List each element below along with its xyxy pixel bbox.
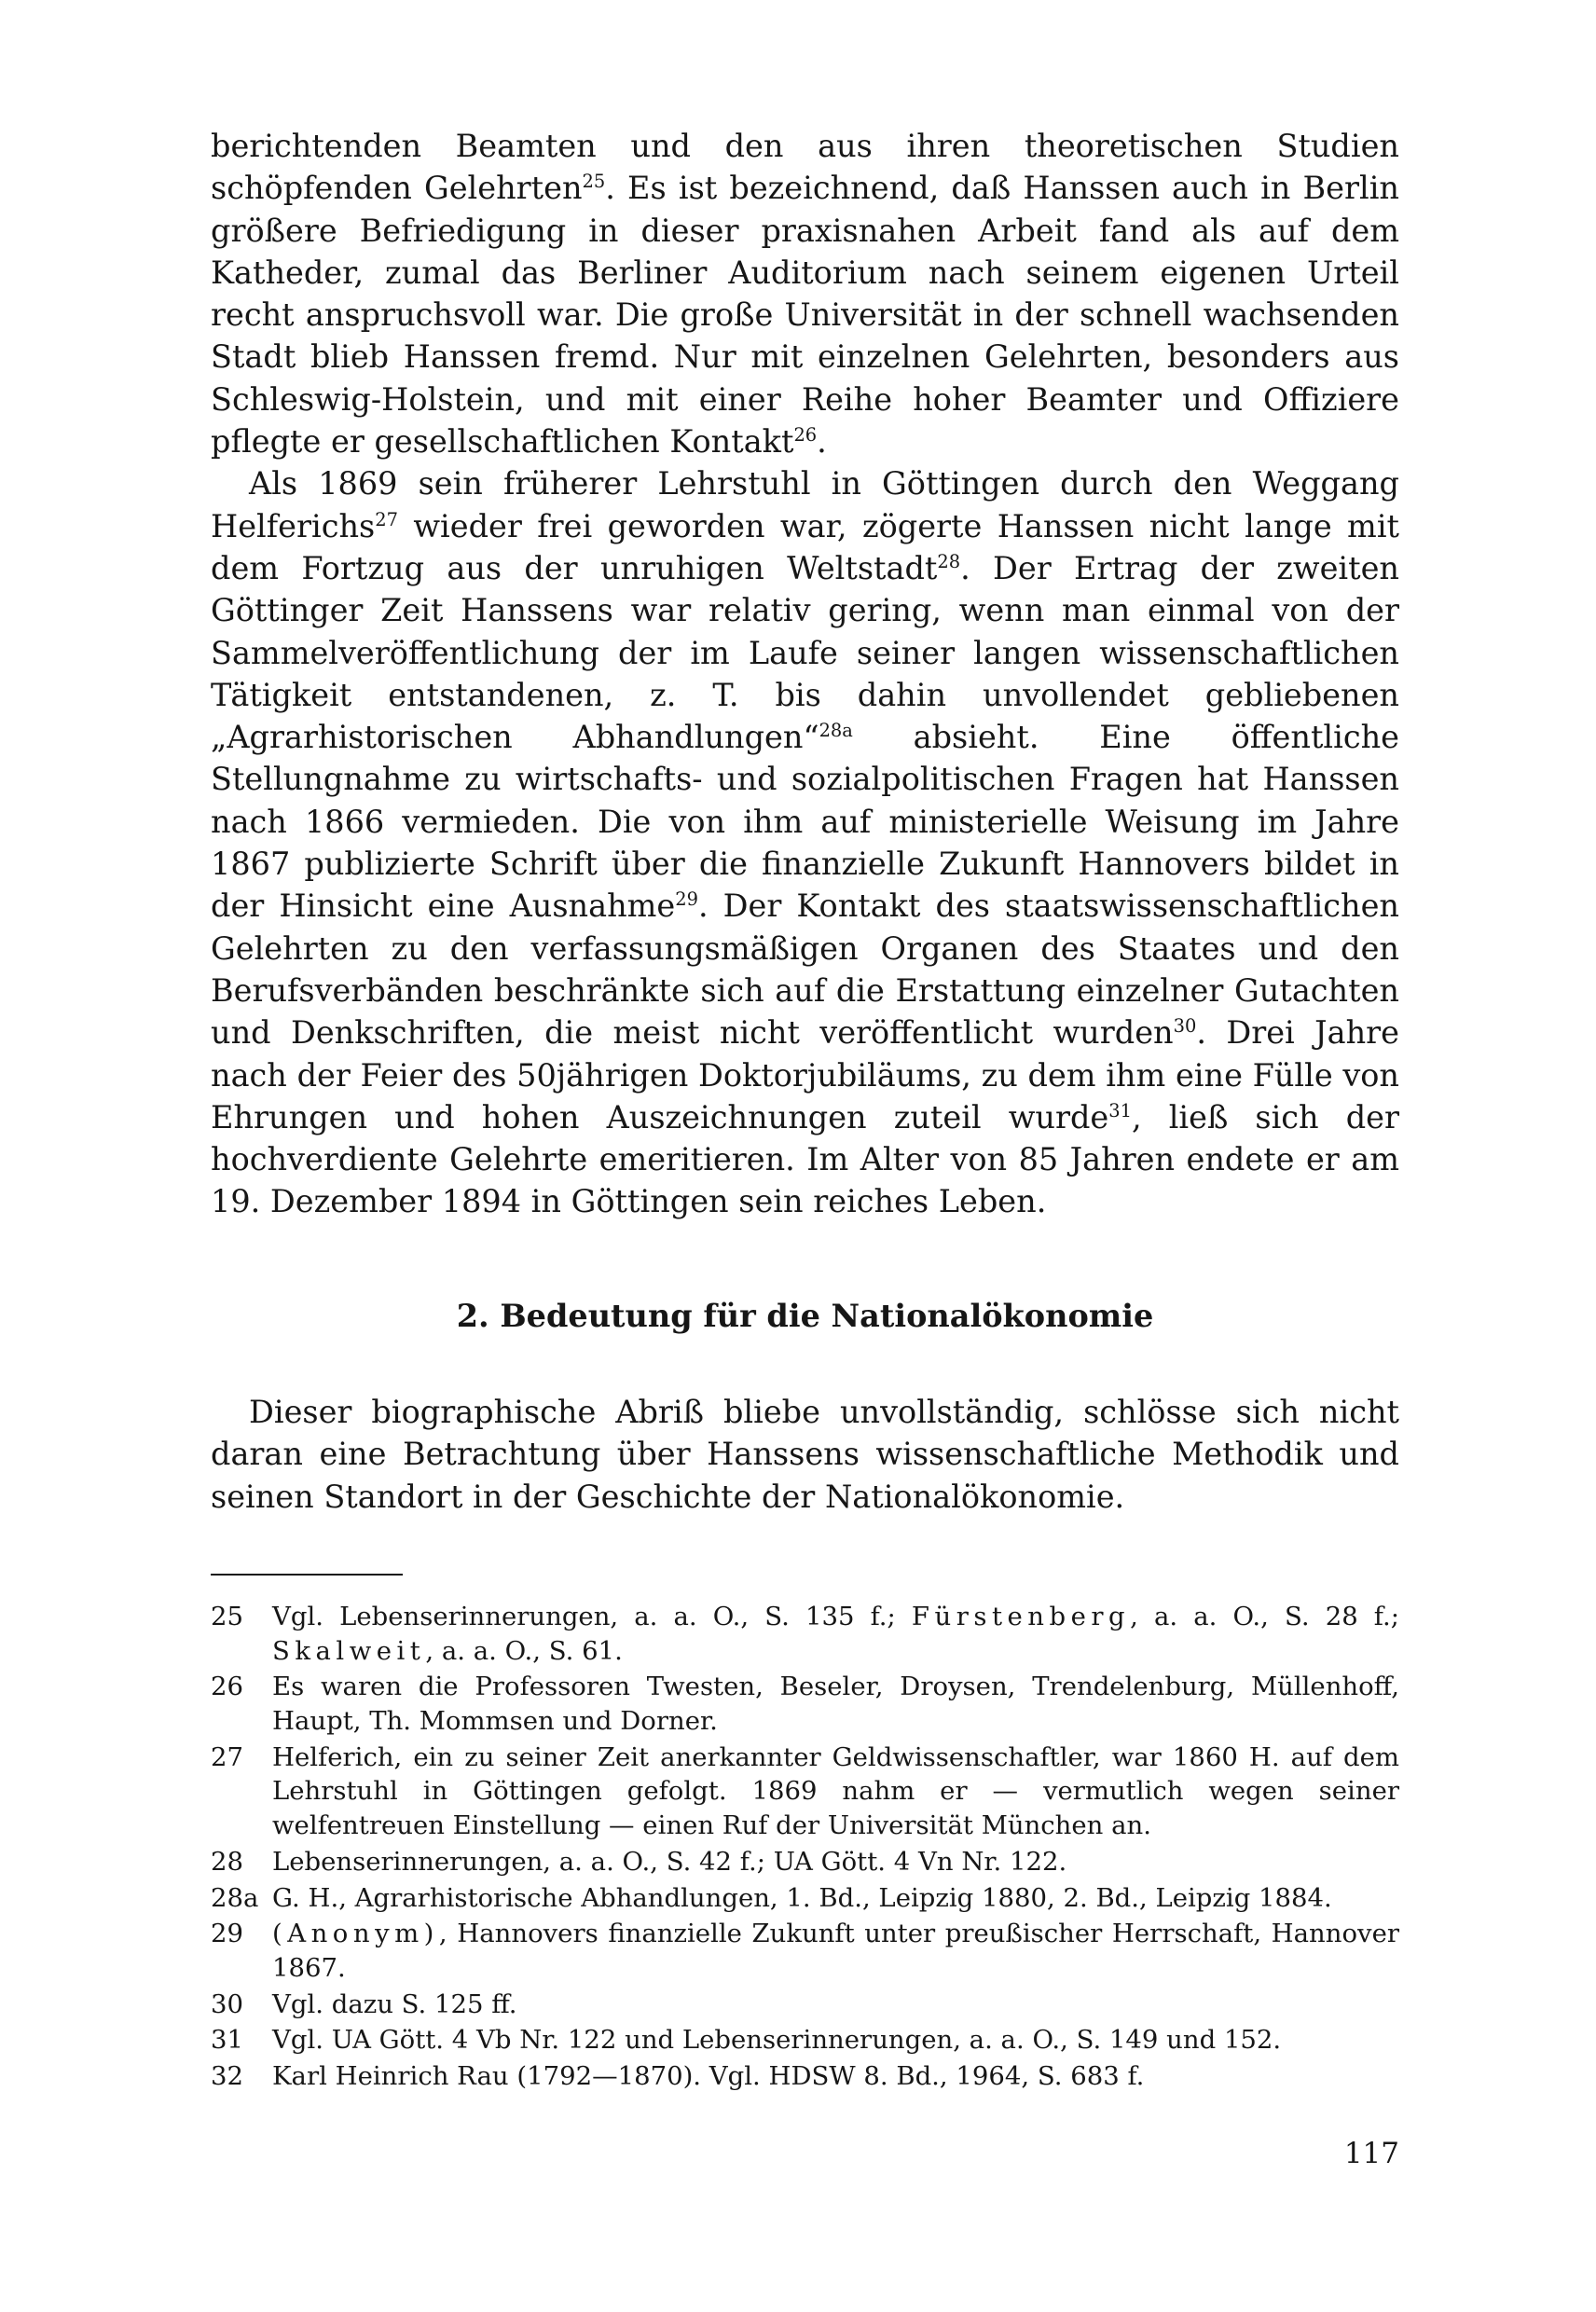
text-run: . — [817, 423, 827, 461]
footnote-text: Vgl. dazu S. 125 ff. — [272, 1989, 517, 2019]
text-run: . Der Ertrag der zweiten Göttinger Zeit Hanssens war relativ gering, wenn man einmal von der Sammelveröffentlichung der im Laufe seiner langen wissenschaftlichen Tätigkeit entstandenen, z. T. bis dahin unvollendet gebliebenen „Agrarhistorischen Abhandlungen“ — [211, 549, 1399, 756]
footnote-number: 25 — [211, 1601, 243, 1631]
page-number: 117 — [1343, 2137, 1399, 2170]
paragraph-goettingen — [211, 462, 1399, 1222]
footnote-text: (Anonym), Hannovers finanzielle Zukunft unter preußischer Herrschaft, Hannover 1867. — [272, 1919, 1399, 1983]
text-run: . Drei Jahre nach der Feier des 50jährigen Doktorjubiläums, zu dem ihm eine Fülle von Ehrungen und hohen Auszeichnungen zuteil wurde — [211, 1014, 1399, 1135]
paragraph-continuation — [211, 125, 1399, 462]
footnote-ref-27[interactable]: 27 — [375, 508, 398, 530]
footnote-separator — [211, 1574, 403, 1576]
footnote-text: Vgl. UA Gött. 4 Vb Nr. 122 und Lebenserinnerungen, a. a. O., S. 149 und 152. — [272, 2025, 1282, 2056]
footnote-27 — [211, 1741, 1399, 1843]
footnote-text: Es waren die Professoren Twesten, Beseler, Droysen, Trendelenburg, Müllenhoff, Haupt, Th. Mommsen und Dorner. — [272, 1672, 1399, 1737]
footnote-30 — [211, 1988, 1399, 2022]
footnote-list — [211, 1600, 1399, 2094]
footnote-28a — [211, 1881, 1399, 1916]
text-run: Als 1869 sein früherer Lehrstuhl in Göttingen durch den Weggang Helferichs — [211, 465, 1399, 544]
footnote-29 — [211, 1917, 1399, 1985]
footnote-number: 32 — [211, 2061, 243, 2092]
footnote-ref-29[interactable]: 29 — [675, 888, 698, 911]
author-name: (Anonym) — [272, 1919, 439, 1949]
footnote-text: G. H., Agrarhistorische Abhandlungen, 1. Bd., Leipzig 1880, 2. Bd., Leipzig 1884. — [272, 1882, 1332, 1913]
text-run: absieht. Eine öffentliche Stellungnahme zu wirtschafts- und sozialpolitischen Fragen hat Hanssen nach 1866 vermieden. Die von ihm auf ministerielle Weisung im Jahre 1867 publizierte Schrift über die finanzielle Zukunft Hannovers bildet in der Hinsicht eine Ausnahme — [211, 719, 1399, 925]
text-run: , ließ sich der hochverdiente Gelehrte emeritieren. Im Alter von 85 Jahren endete er am 19. Dezember 1894 in Göttingen sein reiches Leben. — [211, 1098, 1399, 1220]
text-run: . Es ist bezeichnend, daß Hanssen auch in Berlin größere Befriedigung in dieser praxisnahen Arbeit fand als auf dem Katheder, zumal das Berliner Auditorium nach seinem eigenen Urteil recht anspruchsvoll war. Die große Universität in der schnell wachsenden Stadt blieb Hanssen fremd. Nur mit einzelnen Gelehrten, besonders aus Schleswig-Holstein, und mit einer Reihe hoher Beamter und Offiziere pflegte er gesellschaftlichen Kontakt — [211, 170, 1399, 461]
footnote-text: Vgl. Lebenserinnerungen, a. a. O., S. 135 f.; Fürstenberg, a. a. O., S. 28 f.; Skalweit, a. a. O., S. 61. — [272, 1601, 1399, 1666]
footnote-number: 28 — [211, 1846, 243, 1877]
footnote-ref-31[interactable]: 31 — [1108, 1099, 1132, 1122]
footnote-number: 26 — [211, 1672, 243, 1702]
footnote-number: 28a — [211, 1882, 259, 1913]
footnote-31 — [211, 2023, 1399, 2057]
text-run: . Der Kontakt des staatswissenschaftlichen Gelehrten zu den verfassungsmäßigen Organen des Staates und den Berufsverbänden beschränkte sich auf die Erstattung einzelner Gutachten und Denkschriften, die meist nicht veröffentlicht wurden — [211, 888, 1399, 1052]
author-name: Skalweit — [272, 1635, 426, 1666]
footnote-number: 30 — [211, 1989, 243, 2019]
footnote-ref-26[interactable]: 26 — [793, 424, 818, 447]
footnote-ref-30[interactable]: 30 — [1173, 1015, 1197, 1038]
footnote-28 — [211, 1845, 1399, 1879]
footnote-text: Helferich, ein zu seiner Zeit anerkannter Geldwissenschaftler, war 1860 H. auf dem Lehrstuhl in Göttingen gefolgt. 1869 nahm er — vermutlich wegen seiner welfentreuen Einstellung — einen Ruf der Universität München an. — [272, 1741, 1399, 1841]
footnote-number: 27 — [211, 1741, 243, 1772]
footnote-ref-28a[interactable]: 28a — [819, 720, 853, 742]
footnote-ref-25[interactable]: 25 — [582, 171, 606, 193]
section-heading: 2. Bedeutung für die Nationalökonomie — [456, 1297, 1154, 1334]
footnote-number: 29 — [211, 1919, 243, 1949]
footnote-ref-28[interactable]: 28 — [937, 550, 961, 572]
author-name: Fürstenberg — [911, 1601, 1131, 1631]
footnote-25 — [211, 1600, 1399, 1668]
footnote-number: 31 — [211, 2025, 243, 2056]
footnote-26 — [211, 1670, 1399, 1738]
paragraph-section-intro: Dieser biographische Abriß bliebe unvollständig, schlösse sich nicht daran eine Betrachtung über Hanssens wissenschaftliche Methodik und seinen Standort in der Geschichte der Nationalökonomie. — [211, 1394, 1399, 1515]
text-run: wieder frei geworden war, zögerte Hanssen nicht lange mit dem Fortzug aus der unruhigen Weltstadt — [211, 507, 1399, 586]
footnote-text: Karl Heinrich Rau (1792—1870). Vgl. HDSW 8. Bd., 1964, S. 683 f. — [272, 2061, 1145, 2092]
text-run: berichtenden Beamten und den aus ihren theoretischen Studien schöpfenden Gelehrten — [211, 128, 1399, 207]
footnote-text: Lebenserinnerungen, a. a. O., S. 42 f.; UA Gött. 4 Vn Nr. 122. — [272, 1846, 1067, 1877]
book-page — [211, 125, 1399, 2260]
footnote-32 — [211, 2059, 1399, 2094]
